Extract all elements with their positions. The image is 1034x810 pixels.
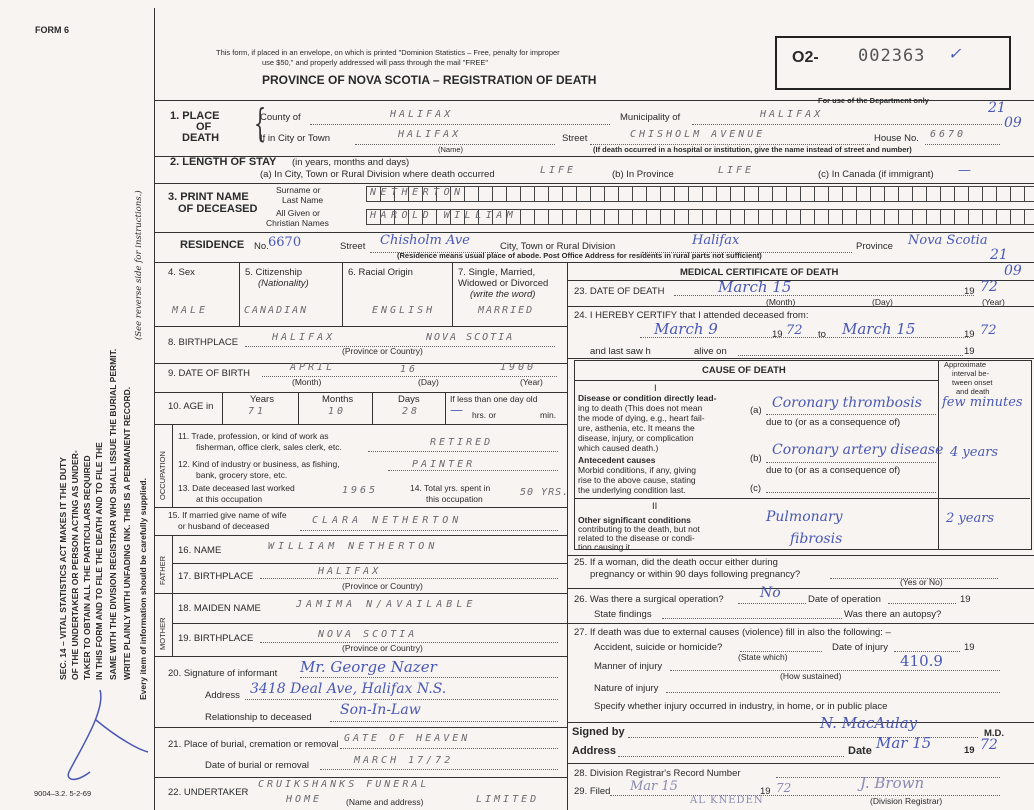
q26-findings-label: State findings: [594, 609, 652, 620]
side-every-item: Every item of information should be carefully supplied.: [138, 478, 148, 700]
age-months-value: 10: [328, 406, 347, 417]
occ-14-value: 50 YRS.: [520, 487, 570, 498]
marital-value: MARRIED: [478, 305, 535, 316]
stay-c-value: —: [958, 163, 971, 178]
burial-date-line: [320, 769, 558, 770]
rule-after-stay: [154, 183, 1034, 184]
stay-b-value: LIFE: [718, 165, 755, 176]
rule-informant-end: [154, 727, 567, 728]
side-sec-line6: WRITE PLAINLY WITH UNFADING INK. THIS IS A PERMANENT RECORD.: [122, 386, 132, 680]
burial-date-value: MARCH 17/72: [354, 755, 454, 766]
residence-street-label: Street: [340, 241, 366, 252]
cause-title: CAUSE OF DEATH: [702, 365, 786, 376]
last-saw-label: and last saw h: [590, 346, 651, 357]
undertaker-caption: (Name and address): [346, 797, 424, 807]
municipality-line: [692, 124, 1002, 125]
county-label: County of: [260, 112, 301, 123]
sex-label: 4. Sex: [168, 267, 195, 278]
filed-label: 29. Filed: [574, 786, 611, 797]
other-text-3: related to the disease or condi-: [578, 533, 695, 543]
filed-year: 72: [776, 781, 792, 795]
other-interval: 2 years: [946, 511, 995, 526]
informant-sig-line: [300, 677, 558, 678]
informant-sig-label: 20. Signature of informant: [168, 668, 278, 679]
interval-label-3: tween onset: [952, 378, 993, 387]
cause-b-line: [766, 462, 936, 463]
cause-section-rule: [574, 498, 1030, 499]
marital-label-2: Widowed or Divorced: [458, 278, 549, 289]
q27-nature-label: Nature of injury: [594, 683, 659, 694]
surname-label-2: Last Name: [282, 195, 324, 205]
rule-q26-end: [567, 623, 1034, 624]
cause-roman-2: II: [652, 501, 658, 512]
surname-value: NETHERTON: [370, 187, 465, 198]
place-label-3: DEATH: [182, 132, 220, 144]
rule-father-mid: [172, 563, 567, 564]
form-print-code: 9004–3.2. 5-2-69: [34, 789, 92, 798]
disease-text-4: ure, asthenia, etc. It means the: [578, 423, 695, 433]
side-sec-line1: SEC. 14 – VITAL STATISTICS ACT MAKES IT THE DUTY: [58, 457, 68, 680]
side-instructions: (See reverse side for instructions.): [134, 190, 144, 340]
death-date-year: 72: [980, 279, 998, 295]
q27-label: 27. If death was due to external causes (violence) fill in also the following: –: [574, 627, 891, 638]
mother-vertical-label: MOTHER: [158, 617, 167, 650]
q27-how-sustained: (How sustained): [780, 671, 842, 681]
stay-a-label: (a) In City, Town or Rural Division where death occurred: [260, 169, 495, 180]
age-hrs-label: hrs. or: [472, 410, 497, 420]
other-value-1: Pulmonary: [766, 509, 843, 525]
father-birthplace-caption: (Province or Country): [342, 581, 423, 591]
rule-q27-end: [567, 722, 1034, 723]
burial-place-label: 21. Place of burial, cremation or removal: [168, 739, 339, 750]
certify-label: 24. I HEREBY CERTIFY that I attended deceased from:: [574, 310, 809, 321]
q27-code: 410.9: [900, 652, 943, 670]
undertaker-name-3: LIMITED: [476, 794, 540, 805]
outer-left-border: [154, 8, 155, 810]
rule-dob: [154, 392, 567, 393]
informant-address-label: Address: [205, 690, 240, 701]
interval-label-4: and death: [956, 387, 990, 396]
marital-label-3: (write the word): [470, 289, 536, 300]
registrar-stamp: AL KNEDEN: [690, 795, 764, 806]
house-line: [925, 144, 1000, 145]
age-hrs-dash: —: [450, 403, 463, 418]
certify-from-date: March 9: [654, 320, 718, 338]
city-name-caption: (Name): [438, 145, 464, 154]
father-birthplace-value: HALIFAX: [318, 566, 382, 577]
relationship-line: [330, 721, 558, 722]
occ-13-label-2: at this occupation: [196, 494, 263, 504]
age-min-label: min.: [540, 410, 557, 420]
house-label: House No.: [874, 133, 919, 144]
age-div2: [298, 392, 299, 424]
cause-b-value: Coronary artery disease: [772, 442, 944, 458]
age-days-value: 28: [402, 406, 421, 417]
stay-a-value: LIFE: [540, 165, 577, 176]
signed-date-label: Date: [848, 745, 872, 757]
form-title: PROVINCE OF NOVA SCOTIA – REGISTRATION OF DEATH: [262, 73, 597, 87]
burial-date-label: Date of burial or removal: [205, 760, 310, 771]
sex-value: MALE: [172, 305, 209, 316]
interval-label-2: interval be-: [952, 369, 990, 378]
signed-md: M.D.: [984, 728, 1005, 739]
center-divider: [567, 262, 568, 810]
occ-14-label-1: 14. Total yrs. spent in: [410, 483, 491, 493]
alive-line: [738, 355, 963, 356]
disease-text-3: the mode of dying, e.g., heart fail-: [578, 413, 705, 423]
rule-row4-values: [154, 326, 567, 327]
q27-state-which: (State which): [738, 652, 788, 662]
disease-text-5: disease, injury, or complication: [578, 433, 694, 443]
signed-date-value: Mar 15: [876, 734, 932, 752]
age-years-label: Years: [250, 394, 274, 405]
medical-title: MEDICAL CERTIFICATE OF DEATH: [680, 267, 839, 278]
department-use-note: For use of the Department only: [818, 96, 929, 105]
residence-province-label: Province: [856, 241, 893, 252]
death-month-caption: (Month): [766, 297, 796, 307]
place-brace: {: [254, 101, 267, 145]
certify-to-label: to: [818, 329, 826, 340]
other-text-2: contributing to the death, but not: [578, 524, 700, 534]
informant-address-line: [245, 699, 558, 700]
rule-mother-end: [154, 656, 567, 657]
side-pen-scribble: [40, 680, 150, 790]
q26-date-line: [888, 603, 956, 604]
signed-address-line: [618, 756, 844, 757]
death-date-label: 23. DATE OF DEATH: [574, 286, 665, 297]
death-day-caption: (Day): [872, 297, 893, 307]
row4-div2: [342, 262, 343, 326]
father-name-label: 16. NAME: [178, 545, 222, 556]
other-text-4: tion causing it.: [578, 542, 633, 552]
side-sec-line4: IN THIS FORM AND TO FILE THE DEATH AND TO FILE THE: [94, 442, 104, 680]
side-sec-line3: TAKER TO OBTAIN ALL THE PARTICULARS REQUIRED: [82, 455, 92, 680]
occ-12-line: [388, 470, 558, 471]
rule-medical-title: [567, 280, 1034, 281]
q26-autopsy-label: Was there an autopsy?: [844, 609, 942, 620]
dob-year-caption: (Year): [520, 377, 543, 387]
father-birthplace-line: [260, 578, 558, 579]
racial-value: ENGLISH: [372, 305, 436, 316]
cause-b-interval: 4 years: [950, 445, 999, 460]
antecedent-text-3: rise to the above cause, stating: [578, 475, 696, 485]
residence-note: (Residence means usual place of abode. Post Office Address for residents in rural parts not sufficient): [397, 251, 762, 260]
informant-signature: Mr. George Nazer: [300, 658, 437, 676]
mother-maiden-label: 18. MAIDEN NAME: [178, 603, 261, 614]
mother-vbar: [172, 593, 173, 656]
occupation-vertical-label: OCCUPATION: [158, 451, 167, 500]
age-years-value: 71: [248, 406, 267, 417]
municipality-label: Municipality of: [620, 112, 681, 123]
cause-roman-1: I: [654, 383, 657, 394]
age-div4: [445, 392, 446, 424]
rule-signed-end: [567, 763, 1034, 764]
registrar-signature: J. Brown: [860, 774, 925, 792]
filed-19: 19: [760, 786, 771, 797]
certify-from-year: 72: [786, 323, 803, 338]
informant-address: 3418 Deal Ave, Halifax N.S.: [250, 681, 447, 697]
certify-to-year: 72: [980, 323, 997, 338]
q26-date-label: Date of operation: [808, 594, 881, 605]
cause-a-label: (a): [750, 405, 762, 416]
birthplace-city: HALIFAX: [272, 332, 336, 343]
q26-findings-line: [662, 618, 842, 619]
certify-to-date: March 15: [842, 320, 916, 338]
q25-label-1: 25. If a woman, did the death occur either during: [574, 557, 778, 568]
hospital-note: (If death occurred in a hospital or institution, give the name instead of street and number): [593, 145, 912, 154]
disease-text-6: which caused death.): [578, 443, 659, 453]
death-date-19: 19: [964, 286, 975, 297]
mother-maiden-value: JAMIMA N/AVAILABLE: [296, 599, 477, 610]
undertaker-name-1: CRUIKSHANKS FUNERAL: [258, 779, 430, 790]
q27-where-label: Specify whether injury occurred in industry, in home, or in public place: [594, 701, 888, 712]
undertaker-name-2: HOME: [286, 794, 323, 805]
occ-14-label-2: this occupation: [426, 494, 483, 504]
cause-a-interval: few minutes: [942, 395, 1023, 410]
q27-nature-line: [666, 692, 1000, 693]
side-sec-line2: OF THE UNDERTAKER OR PERSON ACTING AS UNDER-: [70, 450, 80, 680]
cause-c-line: [766, 492, 936, 493]
birthplace-province: NOVA SCOTIA: [426, 332, 515, 343]
citizenship-value: CANADIAN: [244, 305, 309, 316]
given-value: HAROLD WILLIAM: [370, 210, 518, 221]
registration-number: 002363: [858, 46, 926, 66]
residence-province-value: Nova Scotia: [908, 233, 988, 248]
signed-19: 19: [964, 745, 975, 756]
rule-age: [154, 424, 567, 425]
row4-div3: [452, 262, 453, 326]
registration-check-mark: ✓: [948, 44, 962, 63]
q25-label-2: pregnancy or within 90 days following pregnancy?: [590, 569, 801, 580]
stay-label: 2. LENGTH OF STAY: [170, 156, 277, 168]
dob-year: 1900: [500, 362, 537, 373]
place-annotation-1: 21: [988, 100, 1006, 116]
signed-by-label: Signed by: [572, 726, 625, 738]
q26-line: [738, 603, 806, 604]
cause-c-label: (c): [750, 483, 762, 494]
rule-mother-mid: [172, 623, 567, 624]
dob-month-caption: (Month): [292, 377, 322, 387]
certify-to-19: 19: [964, 329, 975, 340]
house-value: 6670: [930, 129, 967, 140]
dob-label: 9. DATE OF BIRTH: [168, 368, 250, 379]
death-date-month: March 15: [718, 278, 792, 296]
father-vertical-label: FATHER: [158, 555, 167, 585]
municipality-value: HALIFAX: [760, 109, 824, 120]
signed-by-signature: N. MacAulay: [820, 714, 918, 732]
father-name-value: WILLIAM NETHERTON: [268, 541, 439, 552]
rule-after-place: [154, 156, 1034, 157]
rule-burial-end: [154, 777, 567, 778]
certify-from-19: 19: [772, 329, 783, 340]
city-value: HALIFAX: [398, 129, 462, 140]
registrar-caption: (Division Registrar): [870, 796, 943, 806]
burial-place-line: [340, 748, 558, 749]
alive-19: 19: [964, 346, 975, 357]
age-less-label: If less than one day old: [450, 394, 538, 404]
side-sec-line5: SAME WITH THE DIVISION REGISTRAR WHO SHALL ISSUE THE BURIAL PERMIT.: [108, 348, 118, 680]
county-line: [310, 124, 610, 125]
given-label-1: All Given or: [276, 208, 320, 218]
name-label-2: OF DECEASED: [178, 203, 258, 215]
residence-no-value: 6670: [268, 235, 302, 250]
birthplace-caption: (Province or Country): [342, 346, 423, 356]
cause-b-label: (b): [750, 453, 762, 464]
rule-occupation-end: [154, 507, 567, 508]
q26-19: 19: [960, 594, 971, 605]
occ-13-value: 1965: [342, 485, 379, 496]
age-label: 10. AGE in: [168, 401, 214, 412]
rule-after-name: [154, 232, 1034, 233]
father-birthplace-label: 17. BIRTHPLACE: [178, 571, 254, 582]
occ-12-label-2: bank, grocery store, etc.: [196, 470, 288, 480]
relationship-value: Son-In-Law: [340, 702, 421, 718]
row4-div1: [239, 262, 240, 326]
other-text-1: Other significant conditions: [578, 515, 691, 525]
wife-value: CLARA NETHERTON: [312, 515, 463, 526]
wife-label-1: 15. If married give name of wife: [168, 510, 287, 520]
cause-a-value: Coronary thrombosis: [772, 395, 922, 411]
surname-boxes: [366, 186, 1034, 202]
age-div3: [372, 392, 373, 424]
mother-birthplace-caption: (Province or Country): [342, 643, 423, 653]
birthplace-label: 8. BIRTHPLACE: [168, 337, 239, 348]
q25-yesno: (Yes or No): [900, 577, 943, 587]
registrar-record-label: 28. Division Registrar's Record Number: [574, 768, 741, 779]
q27-accident-label: Accident, suicide or homicide?: [594, 642, 723, 653]
undertaker-label: 22. UNDERTAKER: [168, 787, 249, 798]
occ-12-value: PAINTER: [412, 459, 476, 470]
rule-father-end: [154, 593, 567, 594]
death-year-caption: (Year): [982, 297, 1005, 307]
envelope-note-line1: This form, if placed in an envelope, on which is printed "Dominion Statistics – Free, penalty for improper: [216, 48, 560, 57]
disease-text-2: ing to death (This does not mean: [578, 403, 703, 413]
county-value: HALIFAX: [390, 109, 454, 120]
occ-11-line: [368, 451, 558, 452]
mother-birthplace-value: NOVA SCOTIA: [318, 629, 418, 640]
wife-line: [300, 530, 558, 531]
place-label-1: 1. PLACE: [170, 110, 220, 122]
registration-prefix: O2-: [792, 49, 819, 66]
stay-b-label: (b) In Province: [612, 169, 674, 180]
rule-after-residence: [154, 262, 1034, 263]
wife-label-2: or husband of deceased: [178, 521, 270, 531]
dob-month: APRIL: [290, 362, 336, 373]
signed-address-label: Address: [572, 745, 617, 757]
occ-11-label-2: fisherman, office clerk, sales clerk, etc.: [196, 442, 342, 452]
residence-city-value: Halifax: [692, 233, 740, 248]
age-days-label: Days: [398, 394, 420, 405]
name-label-1: 3. PRINT NAME: [168, 191, 249, 203]
rule-wife: [154, 535, 567, 536]
age-div1: [222, 392, 223, 424]
residence-annotation-1: 21: [990, 247, 1008, 263]
rule-date-of-death: [567, 306, 1034, 307]
dob-day-caption: (Day): [418, 377, 439, 387]
signed-date-year: 72: [980, 737, 998, 753]
age-months-label: Months: [322, 394, 354, 405]
relationship-label: Relationship to deceased: [205, 712, 312, 723]
residence-street-value: Chisholm Ave: [380, 233, 470, 248]
antecedent-text-2: Morbid conditions, if any, giving: [578, 465, 696, 475]
q27-manner-label: Manner of injury: [594, 661, 663, 672]
stay-c-label: (c) In Canada (if immigrant): [818, 169, 934, 180]
q27-19: 19: [964, 642, 975, 653]
cause-due-2: due to (or as a consequence of): [766, 465, 901, 476]
racial-label: 6. Racial Origin: [348, 267, 413, 278]
burial-place-value: GATE OF HEAVEN: [344, 733, 471, 744]
antecedent-text-1: Antecedent causes: [578, 455, 656, 465]
q27-injury-date-label: Date of injury: [832, 642, 888, 653]
occ-12-label-1: 12. Kind of industry or business, as fishing,: [178, 459, 340, 469]
surname-label-1: Surname or: [276, 185, 321, 195]
filed-date: Mar 15: [630, 779, 678, 794]
disease-text-1: Disease or condition directly lead-: [578, 393, 717, 403]
place-annotation-2: 09: [1004, 115, 1022, 131]
occupation-vbar: [172, 424, 173, 507]
cause-due-1: due to (or as a consequence of): [766, 417, 901, 428]
place-label-2: OF: [196, 121, 212, 133]
city-label: If in City or Town: [260, 133, 331, 144]
cause-a-line: [766, 414, 936, 415]
other-value-2: fibrosis: [790, 531, 843, 547]
antecedent-text-4: the underlying condition last.: [578, 485, 686, 495]
q26-label: 26. Was there a surgical operation?: [574, 594, 724, 605]
father-vbar: [172, 535, 173, 593]
citizenship-label-2: (Nationality): [258, 278, 309, 289]
form-number: FORM 6: [35, 25, 70, 35]
envelope-note-line2: use $50," and properly addressed will pass through the mail "FREE": [262, 58, 489, 67]
residence-no-label: No.: [254, 241, 269, 252]
residence-label: RESIDENCE: [180, 239, 245, 251]
residence-city-label: City, Town or Rural Division: [500, 241, 616, 252]
rule-certify: [567, 358, 1034, 359]
occ-11-label-1: 11. Trade, profession, or kind of work as: [178, 431, 329, 441]
marital-label-1: 7. Single, Married,: [458, 267, 536, 278]
given-label-2: Christian Names: [266, 218, 329, 228]
cause-title-rule: [574, 380, 938, 381]
dob-day: 16: [400, 364, 419, 375]
rule-cause-end: [567, 555, 1034, 556]
occ-13-label-1: 13. Date deceased last worked: [178, 483, 295, 493]
rule-q25-end: [567, 588, 1034, 589]
street-value: CHISHOLM AVENUE: [630, 129, 766, 140]
q26-value: No: [760, 585, 781, 601]
interval-label-1: Approximate: [944, 360, 987, 369]
mother-birthplace-label: 19. BIRTHPLACE: [178, 633, 254, 644]
street-label: Street: [562, 133, 588, 144]
residence-annotation-2: 09: [1004, 263, 1022, 279]
alive-on-label: alive on: [694, 346, 727, 357]
stay-sub: (in years, months and days): [292, 157, 410, 168]
citizenship-label-1: 5. Citizenship: [245, 267, 303, 278]
occ-11-value: RETIRED: [430, 437, 494, 448]
